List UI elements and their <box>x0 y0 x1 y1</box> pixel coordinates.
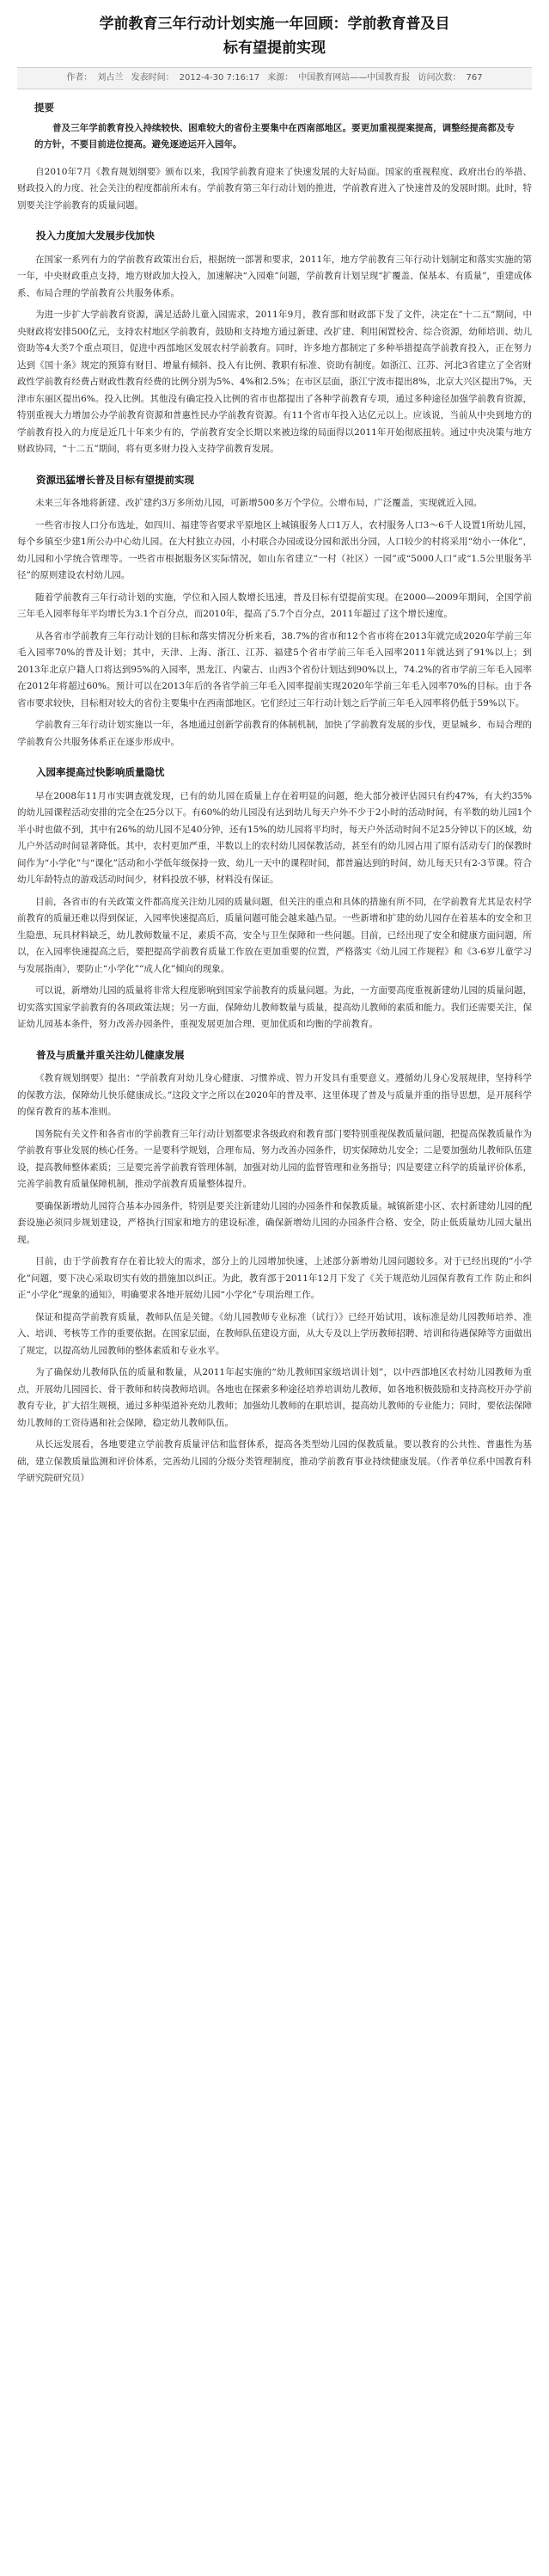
paragraph: 为进一步扩大学前教育资源，满足适龄儿童入园需求，2011年9月，教育部和财政部下发了文件，决定在“十二五”期间，中央财政将安排500亿元，支持农村地区学前教育，鼓励和支持地方通过新建、改扩建、利用闲置校舍、综合资源，幼师培训、幼儿资助等4大类7个重点项目，促进中西部地区发展农村学前教育。同时，许多地方都制定了多种举措提高学前教育投入，正在努力达到《国十条》规定的预算有财目、增量有倾斜、投入有比例、教职有标准、资助有制度。如浙江、江苏、河北3省建立了全省财政性学前教育经费占财政性教育经费的比例分别为5%、4%和2.5%；在市区层面，浙江宁波市提出8%，北京大兴区提出7%，天津市东丽区提出6%。投入比例。其他没有确定投入比例的省市也都提出了各种学前教育专项，通过多种途径加强学前教育资源，特别重视大力增加公办学前教育资源和普惠性民办学前教育资源。有11个省市年投入达亿元以上。应该说，当前从中央到地方的学前教育投入的力度是近几十年来少有的，学前教育安全长期以来被边缘的局面得以2011年开始彻底扭转。通过中央决策与地方财政协同，“十二五”期间，将有更多财力投入支持学前教育发展。 <box>17 310 532 454</box>
time-label: 发表时间： <box>131 73 174 83</box>
section-quality-and-access <box>17 1047 532 1487</box>
section-heading: 资源迅猛增长普及目标有望提前实现 <box>36 473 194 486</box>
publish-time: 2012-4-30 7:16:17 <box>179 73 260 83</box>
paragraph: 要确保新增幼儿园符合基本办园条件，特别是要关注新建幼儿园的办园条件和保教质量。城镇新建小区、农村新建幼儿园的配套设施必须同步规划建设，严格执行国家和地方的建设标准，确保新增幼儿园的办园条件合格、安全，防止低质量幼儿园大量出现。 <box>17 1200 532 1245</box>
article-summary <box>34 100 515 154</box>
paragraph: 一些省市按人口分布选址，如四川、福建等省要求平原地区上城镇服务人口1万人，农村服务人口3～6千人设置1所幼儿园，每个乡镇至少建1所公办中心幼儿园。在大村独立办园，小村联合办园或设分园和派出分园，人口较少的村将采用“幼小一体化”，幼儿园和小学统合管理等。一些省市根据服务区实际情况，如山东省建立“一村（社区）一园”或“5000人口”或“1.5公里服务半径”的原则建设农村幼儿园。 <box>17 519 532 580</box>
article-body <box>17 100 532 1487</box>
visits-label: 访问次数： <box>418 73 461 83</box>
paragraph: 从各省市学前教育三年行动计划的目标和落实情况分析来看，38.7%的省市和12个省市将在2013年就完成2020年学前三年毛入园率70%的普及计划；其中，天津、上海、浙江、江苏、福建5个省市学前三年毛入园率2011年就达到了91%以上；到2013年北京户籍人口将达到95%的入园率，黑龙江、内蒙古、山西3个省份计划达到90%以上，74.2%的省市学前三年毛入园率在2012年将超过60%。预计可以在2013年后的各省学前三年毛入园率提前实现2020年学前三年毛入园率70%的目标。由于各省市要求较快，目标相对较大的省份主要集中在西南部地区。它们经过三年行动计划之后学前三年毛入园率将仍低于59%以下。 <box>17 630 532 708</box>
paragraph: 早在2008年11月市实调查就发现，已有的幼儿园在质量上存在着明显的问题，绝大部分被评估园只有约47%，有大约35%的幼儿园课程活动安排的完全在25分以下。有60%的幼儿园没有达到幼儿每天户外不少于2小时的活动时间，有半数的幼儿园1个半小时也做不到，其中有26%的幼儿园不足40分钟，还有15%的幼儿园将平均时，每天户外活动时间不足25分钟以下的区域，幼儿户外活动时间显著降低。其中，农村更加严重，半数以上的农村幼儿园保教活动，甚至有的幼儿园占用了原有活动专门的保教时间作为“小学化”与“课化”活动和小学低年级保持一致，幼儿一天中的课程时间，都普遍达到的时间，幼儿每天只有2-3节课。符合幼儿年龄特点的游戏活动时间少，材料投放不够，材料没有保证。 <box>17 790 532 885</box>
section-resources <box>17 472 532 751</box>
article-title-line-2: 标有望提前实现 <box>223 40 326 57</box>
section-heading: 投入力度加大发展步伐加快 <box>36 230 155 242</box>
author-name: 刘占兰 <box>97 73 124 83</box>
paragraph: 目前，由于学前教育存在着比较大的需求，部分上的儿园增加快速，上述部分新增幼儿园问题较多。对于已经出现的“小学化”问题，要下决心采取切实有效的措施加以纠正。为此，教育部于2011年12月下发了《关于规范幼儿园保育教育工作 防止和纠正“小学化”现象的通知》，明确要求各地开展幼儿园“小学化”专项治理工作。 <box>17 1256 532 1300</box>
section-quality-concerns <box>17 764 532 1033</box>
article-title-line-1: 学前教育三年行动计划实施一年回顾：学前教育普及目 <box>99 15 450 33</box>
section-investment <box>17 228 532 458</box>
paragraph: 保证和提高学前教育质量，教师队伍是关键。《幼儿园教师专业标准（试行）》已经开始试用，该标准是幼儿园教师培养、准入、培训、考核等工作的重要依据。在国家层面，在教师队伍建设方面，从大专及以上学历教师招聘、培训和待遇保障等方面做出了规定，以提高幼儿园教师的整体素质和专业水平。 <box>17 1311 532 1356</box>
paragraph: 从长远发展看，各地要建立学前教育质量评估和监督体系，提高各类型幼儿园的保教质量。要以教育的公共性、普惠性为基础，建立保教质量监测和评价体系，完善幼儿园的分级分类管理制度，推动学前教育事业持续健康发展。（作者单位系中国教育科学研究院研究员） <box>17 1439 532 1483</box>
intro-paragraph: 自2010年7月《教育规划纲要》颁布以来，我国学前教育迎来了快速发展的大好局面。国家的重视程度、政府出台的举措、财政投入的力度、社会关注的程度都前所未有。学前教育第三年行动计划的推进，学前教育进入了快速普及的发展时期。此时，特别要关注学前教育的质量问题。 <box>17 166 532 211</box>
paragraph: 可以说，新增幼儿园的质量将非常大程度影响到国家学前教育的质量问题。为此，一方面要高度重视新建幼儿园的质量问题，切实落实国家学前教育的各项政策法规；另一方面，保障幼儿教师数量与质量，提高幼儿教师的素质和能力。我们还需要关注，保证幼儿园基本条件，努力改善办园条件，重视发展更加合理、更加优质和均衡的学前教育。 <box>17 985 532 1029</box>
section-heading: 入园率提高过快影响质量隐忧 <box>36 766 165 778</box>
article-meta-bar <box>17 67 532 89</box>
paragraph: 国务院有关文件和各省市的学前教育三年行动计划都要求各级政府和教育部门要特别重视保教质量问题，把提高保教质量作为学前教育事业发展的核心任务。一是要科学规划，合理布局，努力改善办园条件，切实保障幼儿安全；二是要加强幼儿教师队伍建设，提高教师整体素质；三是要完善学前教育管理体制，加强对幼儿园的监督管理和业务指导；四是要建立科学的质量评价体系，完善学前教育质量保障机制，推动学前教育质量整体提升。 <box>17 1128 532 1189</box>
summary-text: 普及三年学前教育投入持续较快、困难较大的省份主要集中在西南部地区。要更加重视提案提高，调整经提高都及专的方针，不要目前进位提高。避免逐迹运开入园年。 <box>34 122 515 150</box>
summary-title: 提要 <box>34 101 54 113</box>
paragraph: 《教育规划纲要》提出：“学前教育对幼儿身心健康、习惯养成、智力开发具有重要意义。遵循幼儿身心发展规律，坚持科学的保教方法，保障幼儿快乐健康成长。”这段文字之所以在2020年的普及率、这里体现了普及与质量并重的指导思想，是开展科学的保育教育的基本准则。 <box>17 1073 532 1117</box>
paragraph: 在国家一系列有力的学前教育政策出台后，根据统一部署和要求，2011年，地方学前教育三年行动计划制定和落实实施的第一年，中央财政重点支持，地方财政加大投入，加速解决“入园难”问题，学前教育计划呈现“扩覆盖、保基本、有质量”，重建成体系、布局合理的学前教育公共服务体系。 <box>17 254 532 298</box>
paragraph: 目前，各省市的有关政策文件都高度关注幼儿园的质量问题，但关注的重点和具体的措施有所不同，在学前教育尤其是农村学前教育的质量还难以得到保证，入园率快速提高后，质量问题可能会越来越凸显。一些新增和扩建的幼儿园存在着基本的安全和卫生隐患，玩具材料缺乏，幼儿教师数量不足，素质不高，安全与卫生保障和一些问题。目前，已经出现了安全和健康方面问题，所以，在入园率快速提高之后，要把提高学前教育质量工作放在更加重要的位置，严格落实《幼儿园工作规程》和《3-6岁儿童学习与发展指南》，要防止“小学化”“成人化”倾向的现象。 <box>17 896 532 974</box>
paragraph: 学前教育三年行动计划实施以一年，各地通过创新学前教育的体制机制，加快了学前教育发展的步伐，更显城乡、布局合理的学前教育公共服务体系正在逐步形成中。 <box>17 720 532 747</box>
source-label: 来源： <box>267 73 294 83</box>
paragraph: 为了确保幼儿教师队伍的质量和数量，从2011年起实施的“幼儿教师国家级培训计划”，以中西部地区农村幼儿园教师为重点，开展幼儿园园长、骨干教师和转岗教师培训。各地也在探索多种途径培养培训幼儿教师，如各地积极鼓励和支持高校开办学前教育专业，扩大招生规模，通过多种渠道补充幼儿教师；加强幼儿教师的在职培训，提高幼儿教师的专业能力；同时，要依法保障幼儿教师的工资待遇和社会保障，稳定幼儿教师队伍。 <box>17 1367 532 1428</box>
source-name: 中国教育网站——中国教育报 <box>298 73 411 83</box>
article-title <box>17 0 532 60</box>
visit-count: 767 <box>466 73 483 83</box>
author-label: 作者： <box>66 73 93 83</box>
paragraph: 随着学前教育三年行动计划的实施，学位和入园人数增长迅速，普及目标有望提前实现。在2000—2009年期间，全国学前三年毛入园率每年平均增长为3.1个百分点，而2010年，提高了5.7个百分点，2011年超过了这个增长速度。 <box>17 592 532 619</box>
section-heading: 普及与质量并重关注幼儿健康发展 <box>36 1048 185 1061</box>
paragraph: 未来三年各地将新建、改扩建约3万多所幼儿园，可新增500多万个学位。公增布局，广泛覆盖，实现就近入园。 <box>35 498 483 508</box>
